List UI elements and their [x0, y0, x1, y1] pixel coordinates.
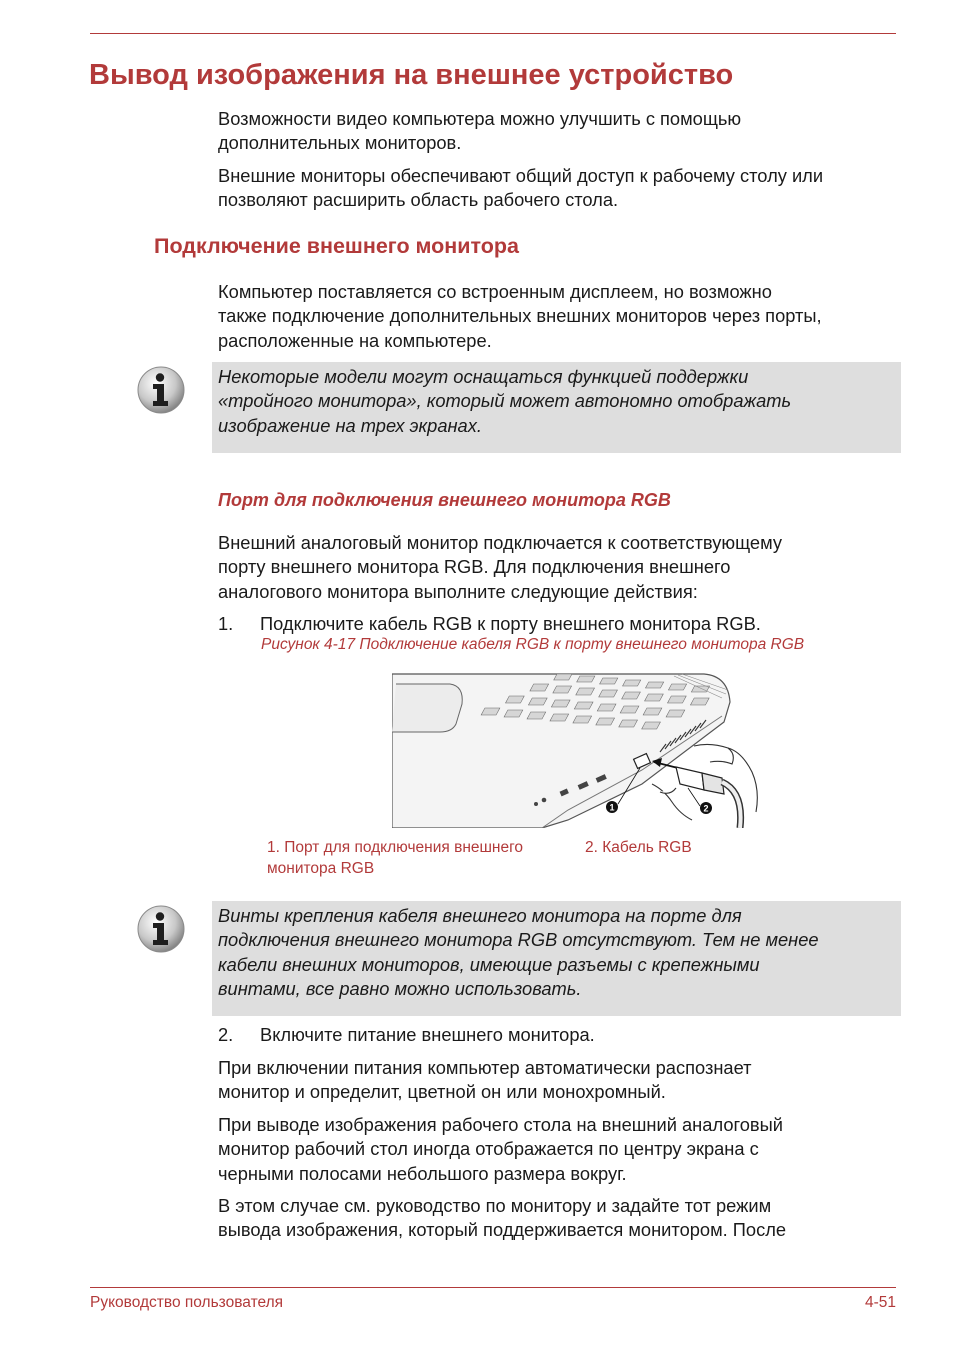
callout-2-label: 2 — [703, 803, 709, 814]
after-paragraph-3: В этом случае см. руководство по монитору и задайте тот режим вывода изображения, который поддерживается монитором. После — [218, 1195, 787, 1241]
figure-legend-1: 1. Порт для подключения внешнего монитора RGB — [267, 839, 524, 877]
note-text-2: Винты крепления кабеля внешнего монитора на порте для подключения внешнего монитора RGB отсутствуют. Тем не менее кабели внешних мониторов, имеющие разъемы с крепежными винтами, все равно можно использовать. — [218, 905, 819, 1000]
page-number: 4-51 — [864, 1294, 896, 1311]
intro-paragraph-2: Внешние мониторы обеспечивают общий доступ к рабочему столу или позволяют расширить область рабочего стола. — [218, 165, 824, 211]
intro-paragraph-1: Возможности видео компьютера можно улучшить с помощью дополнительных мониторов. — [218, 108, 742, 154]
step-text-2: Включите питание внешнего монитора. — [260, 1024, 595, 1045]
after-paragraph-2: При выводе изображения рабочего стола на внешний аналоговый монитор рабочий стол иногда отображается по центру экрана с черными полосами небольшого размера вокруг. — [218, 1114, 783, 1184]
note-box-1 — [212, 362, 901, 453]
info-icon — [136, 365, 186, 415]
step-number-1: 1. — [218, 613, 234, 634]
footer-title: Руководство пользователя — [90, 1294, 284, 1311]
info-icon — [136, 904, 186, 954]
step-text-1: Подключите кабель RGB к порту внешнего монитора RGB. — [260, 613, 761, 634]
section-title: Подключение внешнего монитора — [154, 234, 519, 258]
section-paragraph: Компьютер поставляется со встроенным дисплеем, но возможно также подключение дополнительных внешних мониторов через порты, расположенные на компьютере. — [218, 281, 822, 351]
laptop-rgb-figure — [392, 672, 766, 828]
figure-caption: Рисунок 4-17 Подключение кабеля RGB к порту внешнего монитора RGB — [261, 636, 805, 653]
step-number-2: 2. — [218, 1024, 234, 1045]
after-paragraph-1: При включении питания компьютер автоматически распознает монитор и определит, цветной он или монохромный. — [218, 1057, 752, 1103]
footer-rule — [90, 1287, 896, 1288]
subsection-paragraph: Внешний аналоговый монитор подключается к соответствующему порту внешнего монитора RGB. Для подключения внешнего аналогового монитора выполните следующие действия: — [218, 532, 782, 602]
figure-legend-2: 2. Кабель RGB — [585, 839, 692, 856]
subsection-title: Порт для подключения внешнего монитора RGB — [218, 490, 671, 510]
note-text-1: Некоторые модели могут оснащаться функцией поддержки «тройного монитора», который может автономно отображать изображение на трех экранах. — [218, 366, 792, 436]
callout-1-label: 1 — [609, 802, 615, 813]
top-rule — [90, 33, 896, 34]
note-box-2 — [212, 901, 901, 1016]
page-title: Вывод изображения на внешнее устройство — [89, 59, 734, 91]
